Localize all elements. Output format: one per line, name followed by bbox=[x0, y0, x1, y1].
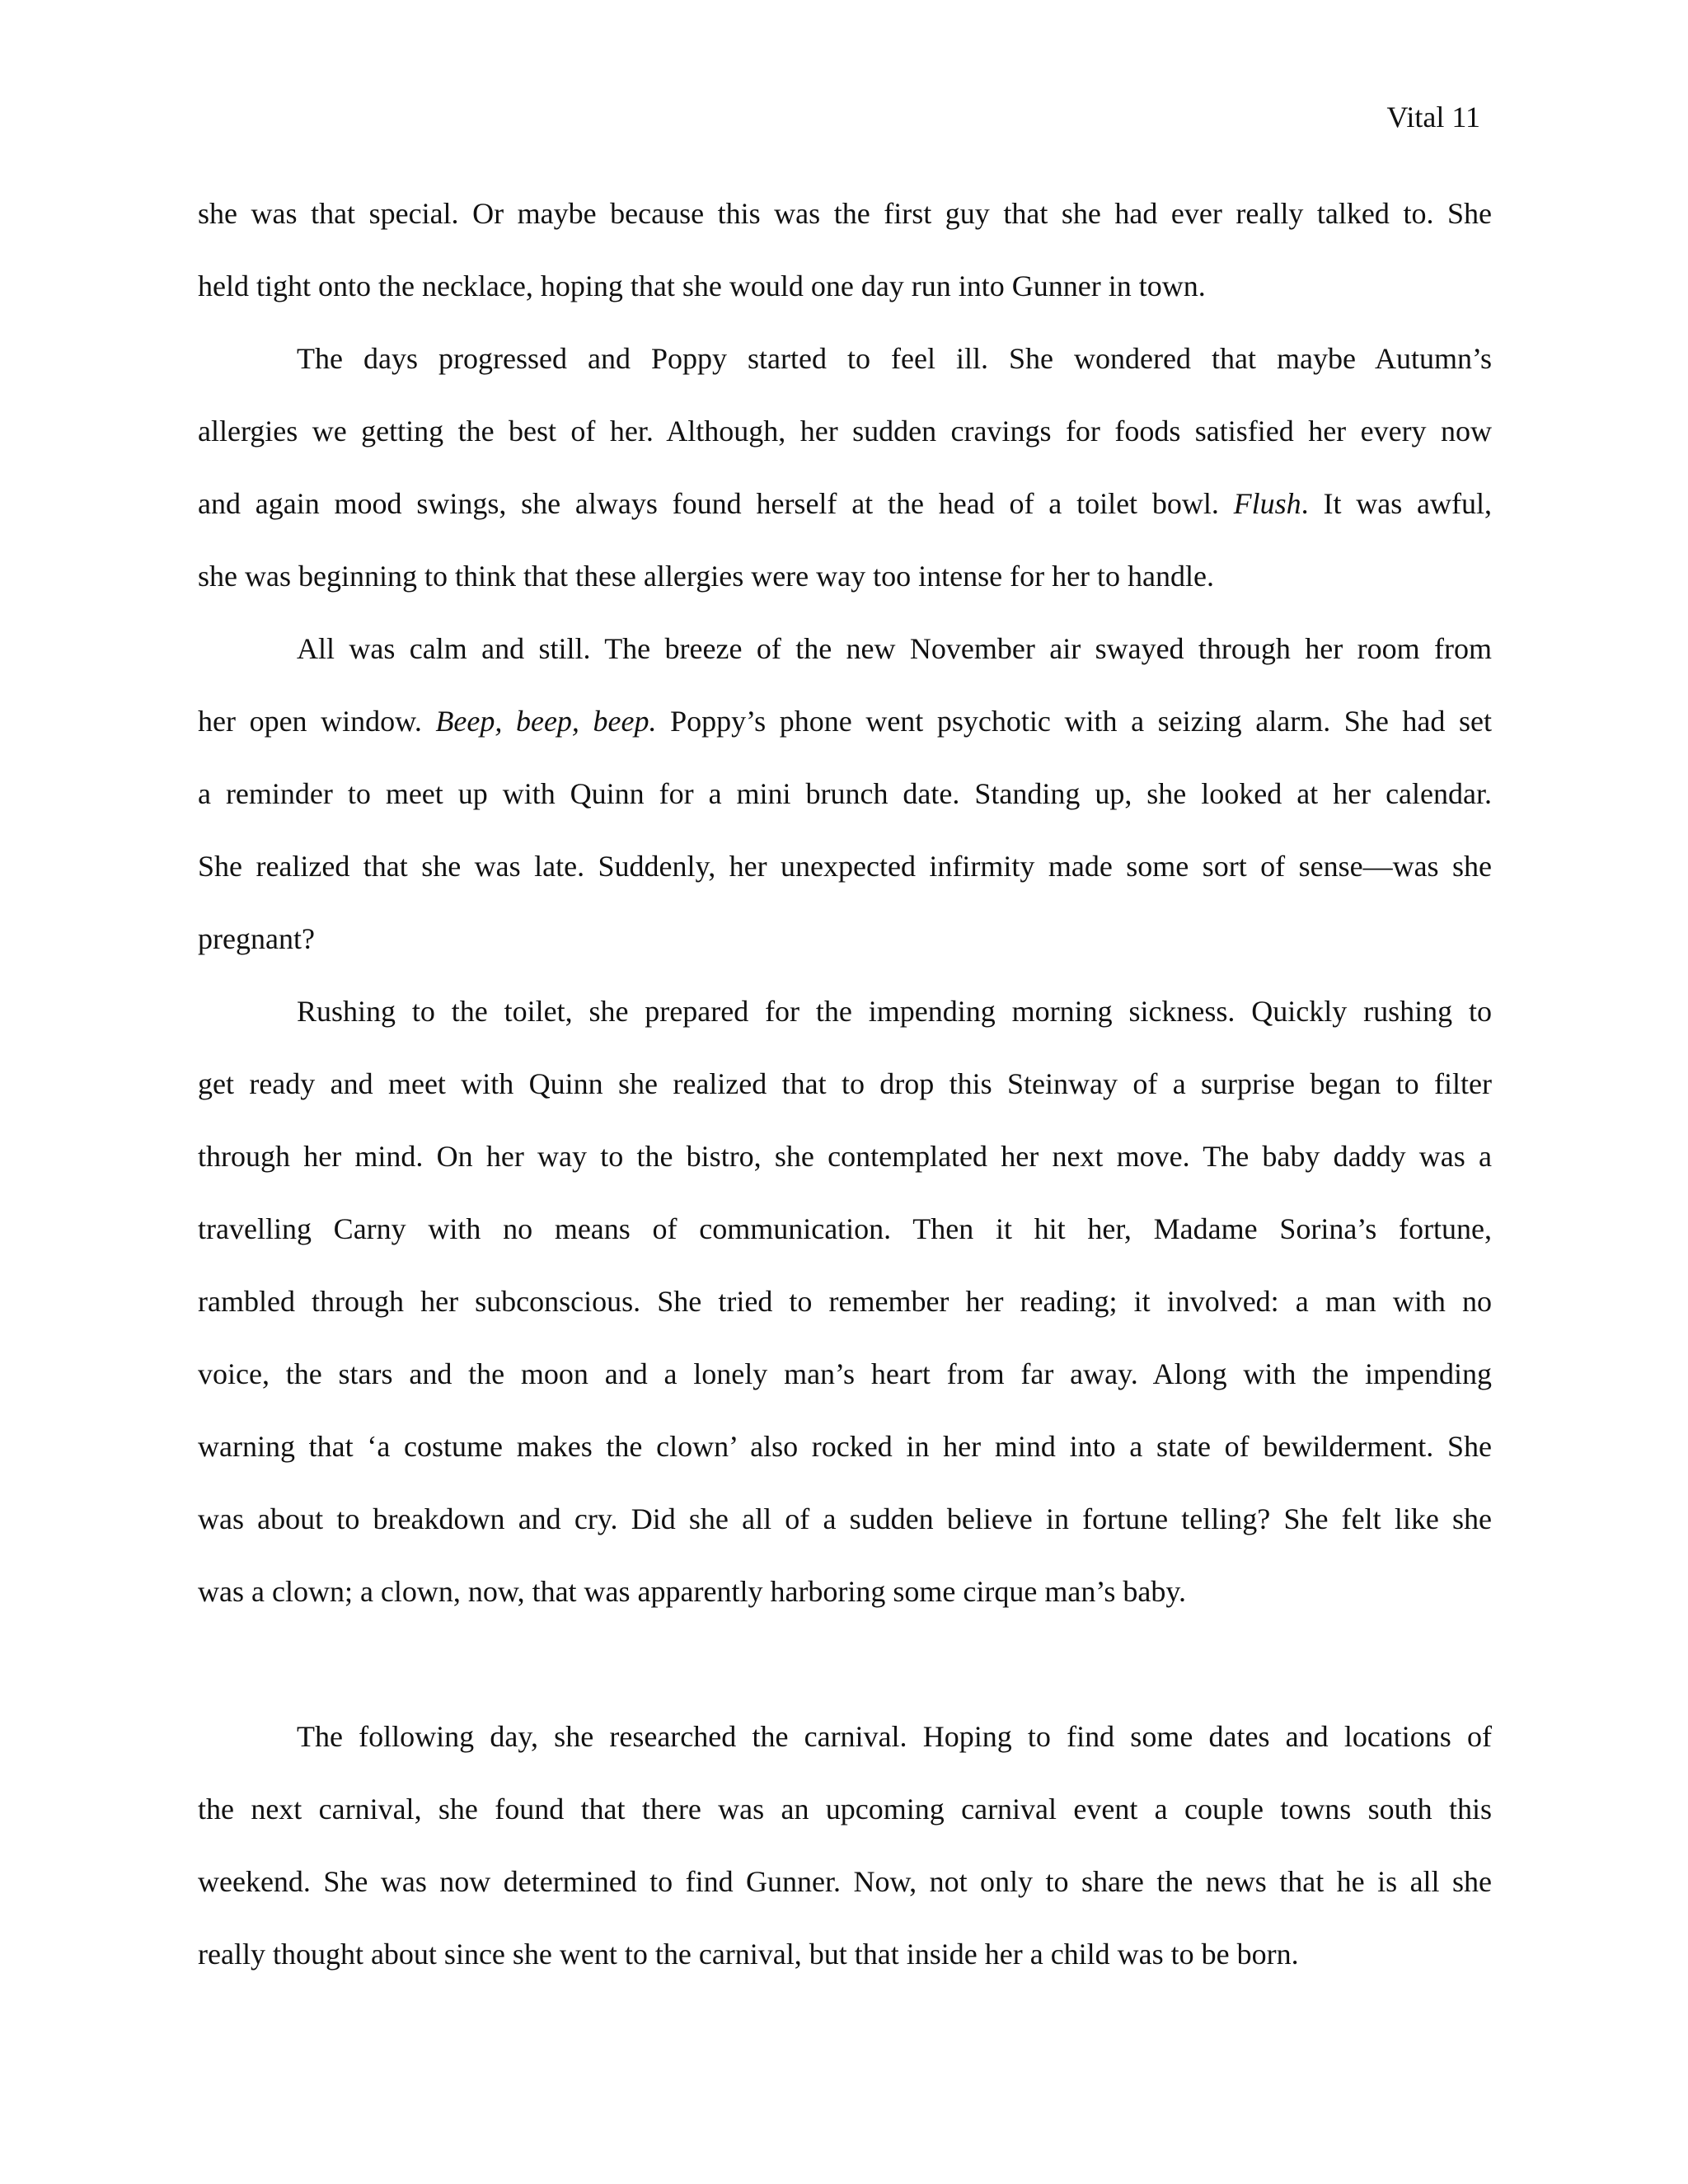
text-line bbox=[297, 629, 1492, 668]
line-text: voice, the stars and the moon and a lonely man’s heart from far away. Along with the impending bbox=[198, 1357, 1492, 1390]
text-line bbox=[198, 701, 1492, 741]
text-line bbox=[198, 1282, 1492, 1321]
line-text: she was that special. Or maybe because this was the first guy that she had ever really talked to. She bbox=[198, 197, 1492, 230]
line-text: held tight onto the necklace, hoping that she would one day run into Gunner in town. bbox=[198, 269, 1206, 302]
line-text: warning that ‘a costume makes the clown’ also rocked in her mind into a state of bewilderment. She bbox=[198, 1430, 1492, 1463]
line-text: The following day, she researched the carnival. Hoping to find some dates and locations of bbox=[297, 1720, 1492, 1753]
text-line bbox=[198, 194, 1492, 233]
text-line bbox=[297, 339, 1492, 378]
text-line bbox=[198, 1499, 1492, 1539]
text-line bbox=[198, 919, 315, 958]
text-line bbox=[198, 846, 1492, 886]
italic-text: Flush bbox=[1233, 487, 1301, 520]
line-text: her open window. bbox=[198, 705, 436, 738]
line-text: the next carnival, she found that there was an upcoming carnival event a couple towns south this bbox=[198, 1793, 1492, 1825]
text-line bbox=[198, 266, 1206, 306]
text-line bbox=[198, 774, 1492, 813]
line-text: through her mind. On her way to the bistro, she contemplated her next move. The baby daddy was a bbox=[198, 1140, 1492, 1173]
line-text: Rushing to the toilet, she prepared for the impending morning sickness. Quickly rushing to bbox=[297, 995, 1492, 1028]
line-text: get ready and meet with Quinn she realized that to drop this Steinway of a surprise began to filter bbox=[198, 1067, 1492, 1100]
line-text: she was beginning to think that these allergies were way too intense for her to handle. bbox=[198, 560, 1214, 593]
running-head: Vital 11 bbox=[1386, 101, 1480, 134]
text-line bbox=[198, 556, 1214, 596]
text-line bbox=[198, 1789, 1492, 1829]
line-text: really thought about since she went to the carnival, but that inside her a child was to be born. bbox=[198, 1938, 1299, 1971]
line-text: . It was awful, bbox=[1301, 487, 1493, 520]
line-text: travelling Carny with no means of communication. Then it hit her, Madame Sorina’s fortune, bbox=[198, 1212, 1492, 1245]
text-line bbox=[198, 1572, 1186, 1611]
line-text: was about to breakdown and cry. Did she all of a sudden believe in fortune telling? She felt like she bbox=[198, 1502, 1492, 1535]
line-text: allergies we getting the best of her. Although, her sudden cravings for foods satisfied her every now bbox=[198, 415, 1492, 448]
line-text: was a clown; a clown, now, that was apparently harboring some cirque man’s baby. bbox=[198, 1575, 1186, 1608]
text-line bbox=[198, 1064, 1492, 1104]
line-text: She realized that she was late. Suddenly, her unexpected infirmity made some sort of sense—was she bbox=[198, 850, 1492, 883]
text-line bbox=[198, 1209, 1492, 1249]
line-text: weekend. She was now determined to find Gunner. Now, not only to share the news that he is all she bbox=[198, 1865, 1492, 1898]
text-line bbox=[198, 1934, 1299, 1974]
line-text: pregnant? bbox=[198, 922, 315, 955]
text-line bbox=[198, 1862, 1492, 1901]
italic-text: Beep, beep, beep. bbox=[435, 705, 657, 738]
text-line bbox=[198, 484, 1492, 523]
text-line bbox=[198, 411, 1492, 451]
text-line bbox=[198, 1427, 1492, 1466]
line-text: The days progressed and Poppy started to feel ill. She wondered that maybe Autumn’s bbox=[297, 342, 1492, 375]
line-text: Poppy’s phone went psychotic with a seizing alarm. She had set bbox=[656, 705, 1492, 738]
text-line bbox=[198, 1354, 1492, 1394]
line-text: All was calm and still. The breeze of the new November air swayed through her room from bbox=[297, 632, 1492, 665]
line-text: a reminder to meet up with Quinn for a mini brunch date. Standing up, she looked at her calendar. bbox=[198, 777, 1492, 810]
line-text: and again mood swings, she always found herself at the head of a toilet bowl. bbox=[198, 487, 1234, 520]
text-line bbox=[297, 991, 1492, 1031]
text-line bbox=[297, 1717, 1492, 1756]
line-text: rambled through her subconscious. She tried to remember her reading; it involved: a man with no bbox=[198, 1285, 1492, 1318]
text-line bbox=[198, 1137, 1492, 1176]
